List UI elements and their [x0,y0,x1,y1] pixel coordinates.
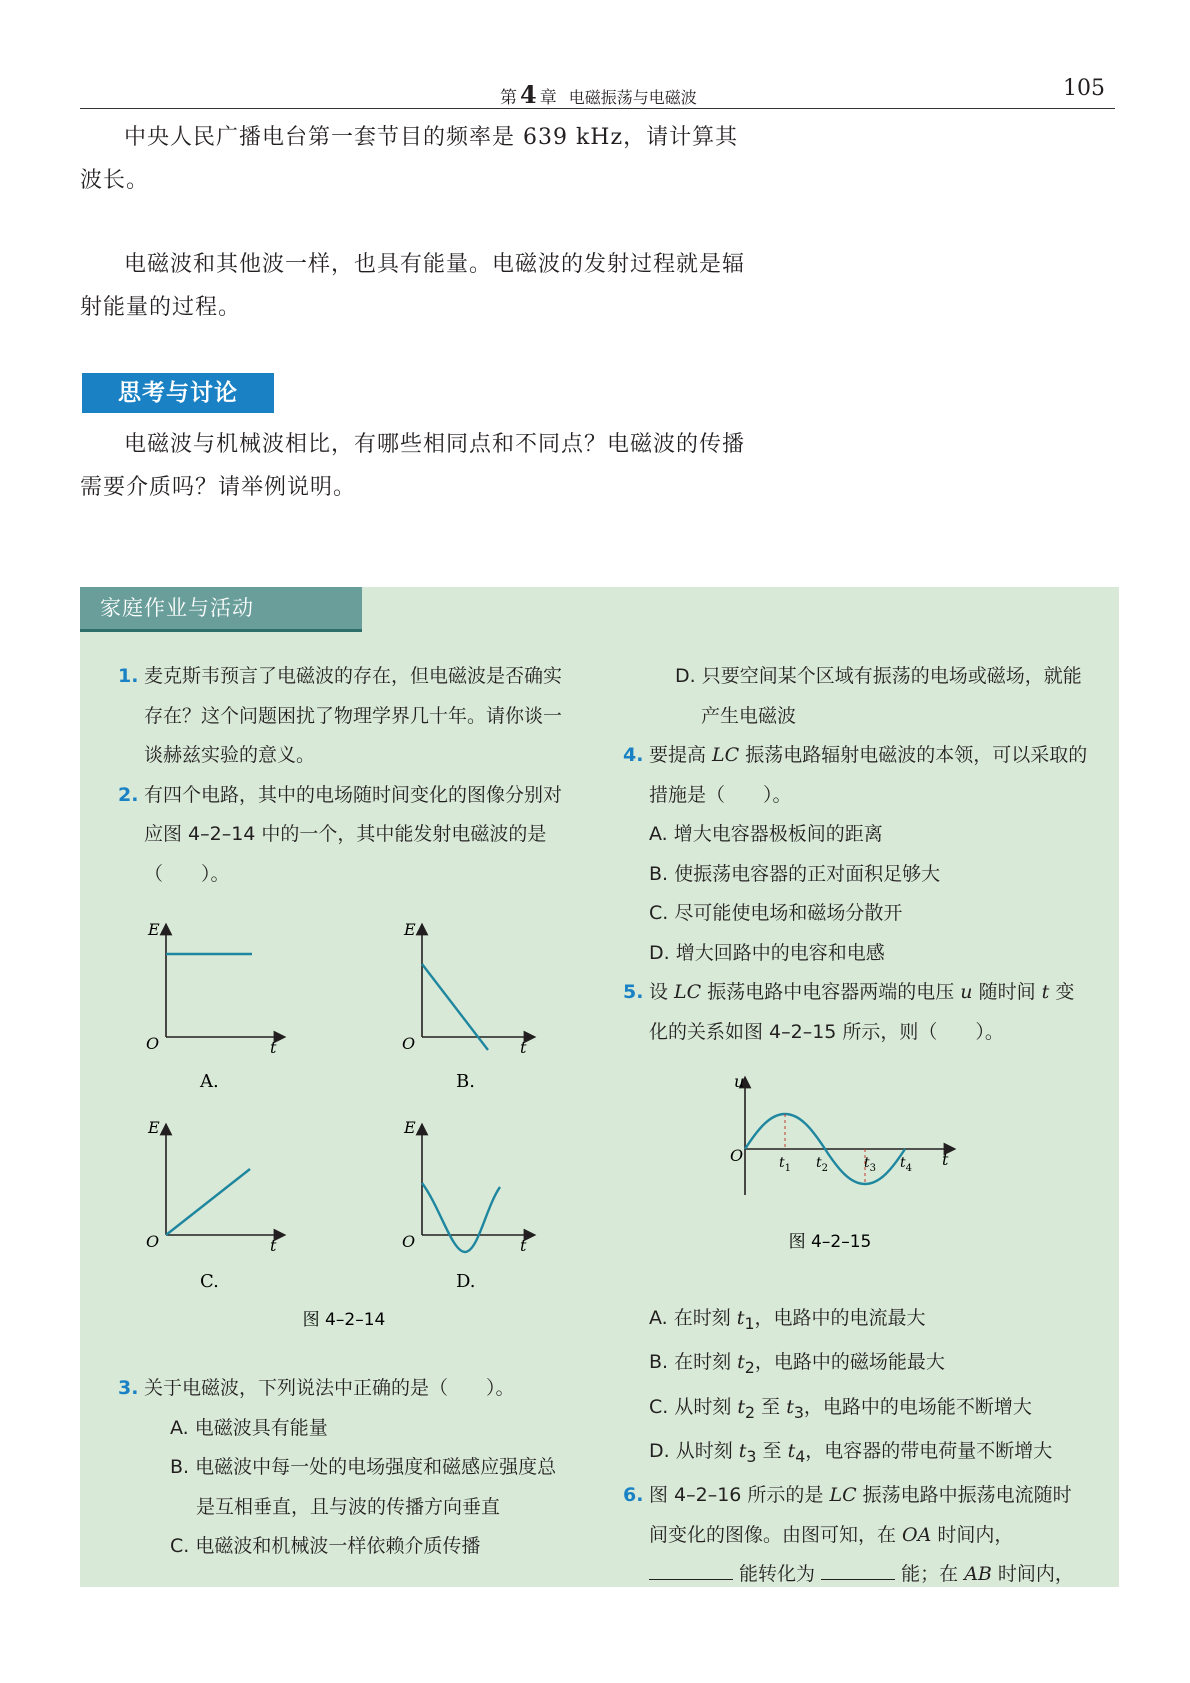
q6-lc: LC [829,1484,857,1507]
question-4-option-b: B. 使振荡电容器的正对面积足够大 [649,862,941,885]
graph-c-origin: O [146,1232,160,1251]
question-4-text-b: 振荡电路辐射电磁波的本领，可以采取的措施是（ ）。 [649,744,1088,806]
question-5-number: 5. [623,981,644,1003]
q6-text-1: 图 4–2–16 所示的是 [649,1484,830,1507]
graph-d [402,1118,530,1292]
q5c-t2: t [786,1395,794,1418]
question-4-lc: LC [712,744,740,766]
graph-a-axis-x: t [270,1038,277,1057]
question-5-text-3: 随时间 [972,981,1042,1003]
q5c-sub1: 2 [745,1402,756,1422]
q6-text-2: 振荡电路中振荡电流随时间变化的图像。由图可知，在 [649,1484,1072,1546]
right-column [623,657,1088,1052]
q5c-sub2: 3 [793,1402,804,1422]
question-5-option-d [623,1432,1088,1476]
chapter-heading [500,80,697,109]
figure-4-2-15 [720,1067,1050,1257]
tick-t1: $t_1$ [779,1155,792,1174]
chapter-title: 电磁振荡与电磁波 [568,88,697,107]
q6-text-3: 时间内， [931,1523,1014,1546]
q5b-sub: 2 [744,1358,755,1378]
intro-paragraph-1: 中央人民广播电台第一套节目的频率是 639 kHz，请计算其波长。 [80,125,739,193]
question-5-text-1: 设 [649,981,675,1003]
page-number: 105 [1063,76,1105,101]
graph-a [146,920,280,1092]
figure-4-2-15-caption: 图 4–2–15 [788,1232,872,1252]
question-1-number: 1. [118,665,139,687]
q6-ab: AB [964,1563,992,1586]
question-4 [623,736,1088,815]
question-5-option-c [623,1388,1088,1432]
intro-paragraph-2: 电磁波和其他波一样，也具有能量。电磁波的发射过程就是辐射能量的过程。 [80,252,746,320]
q6-blank-2[interactable] [821,1559,895,1580]
question-3-option-a: A. 电磁波具有能量 [170,1416,328,1439]
graph-a-axis-y: E [148,920,160,939]
question-5-option-b [623,1343,1088,1387]
graph-b-axis-y: E [404,920,416,939]
question-4-option-a: A. 增大电容器极板间的距离 [649,823,883,845]
q6-blank-1[interactable] [649,1559,733,1580]
q5d-text-b: ，电容器的带电荷量不断增大 [805,1439,1053,1462]
question-5-option-a [623,1299,1088,1343]
left-column [118,657,570,894]
graph-c-label: C. [200,1271,219,1292]
q5c-text-b: ，电路中的电场能不断增大 [803,1395,1032,1418]
homework-box [80,587,1119,1587]
figure-4-2-14-caption: 图 4–2–14 [302,1310,386,1327]
question-4-option-c: C. 尽可能使电场和磁场分散开 [649,902,903,924]
chapter-prefix: 第 [500,88,517,108]
q5a-text-b: ，电路中的电流最大 [754,1307,926,1329]
q5c-mid: 至 [755,1395,787,1418]
q5d-t2: t [787,1439,796,1462]
figure-4-2-15-axis-x: t [942,1150,949,1169]
question-5-lc: LC [674,981,702,1003]
question-5-text-2: 振荡电路中电容器两端的电压 [701,981,961,1003]
question-2-number: 2. [118,783,139,806]
q5b-text-b: ，电路中的磁场能最大 [754,1351,945,1374]
question-5-options [623,1299,1088,1595]
q6-text-5: 能；在 [895,1563,965,1586]
graph-d-label: D. [456,1271,476,1292]
think-discuss-title: 思考与讨论 [82,373,274,413]
graph-d-axis-y: E [404,1118,416,1137]
question-6-number: 6. [623,1484,644,1507]
q6-text-6: 时间内， [991,1563,1074,1586]
question-4-option-d: D. 增大回路中的电容和电感 [649,941,885,964]
chapter-suffix: 章 [539,88,557,108]
question-3-option-c: C. 电磁波和机械波一样依赖介质传播 [170,1535,481,1557]
think-discuss-text: 电磁波与机械波相比，有哪些相同点和不同点？电磁波的传播需要介质吗？请举例说明。 [80,432,746,500]
question-1 [118,657,570,776]
question-1-text: 麦克斯韦预言了电磁波的存在，但电磁波是否确实存在？这个问题困扰了物理学界几十年。请你谈一谈赫兹实验的意义。 [144,665,563,766]
q5d-t1: t [738,1439,747,1462]
graph-c [146,1118,280,1292]
q6-oa: OA [902,1523,932,1546]
question-5-text-4: 变化的关系如图 4–2–15 所示，则（ ）。 [649,981,1075,1043]
graph-d-curve [422,1183,500,1252]
graph-d-origin: O [402,1232,416,1251]
graph-a-origin: O [146,1034,160,1053]
graph-c-axis-x: t [270,1236,277,1255]
question-3-block [118,1369,570,1567]
figure-4-2-15-axis-y: u [734,1072,745,1091]
question-5-u: u [960,981,973,1003]
q5c-text-a: C. 从时刻 [649,1395,738,1418]
question-2-text: 有四个电路，其中的电场随时间变化的图像分别对应图 4–2–14 中的一个，其中能发射电磁波的是（ ）。 [144,783,563,885]
q5d-sub2: 4 [795,1446,806,1466]
figure-4-2-14 [120,907,570,1327]
tick-t4: $t_4$ [900,1155,913,1174]
question-6 [623,1476,1088,1595]
q5d-mid: 至 [756,1439,788,1462]
question-4-text-a: 要提高 [649,744,713,766]
graph-c-axis-y: E [148,1118,160,1137]
question-3-text: 关于电磁波，下列说法中正确的是（ ）。 [144,1377,515,1399]
graph-c-curve [166,1169,250,1235]
figure-4-2-15-origin: O [730,1146,744,1165]
q5a-t: t [736,1307,745,1329]
question-2 [118,776,570,895]
graph-b [402,920,530,1092]
graph-b-label: B. [456,1071,475,1092]
q5b-t: t [737,1351,745,1374]
question-3-number: 3. [118,1377,139,1399]
question-3-option-d: D. 只要空间某个区域有振荡的电场或磁场，就能产生电磁波 [675,665,1082,727]
question-3 [118,1369,570,1409]
graph-b-axis-x: t [520,1038,527,1057]
q5a-sub: 1 [744,1313,755,1333]
graph-b-origin: O [402,1034,416,1053]
q5a-text-a: A. 在时刻 [649,1307,737,1329]
chapter-number: 4 [520,80,537,109]
question-3-option-b: B. 电磁波中每一处的电场强度和磁感应强度总是互相垂直，且与波的传播方向垂直 [170,1456,557,1518]
q6-text-4: 能转化为 [733,1563,822,1586]
homework-title: 家庭作业与活动 [80,587,362,632]
q5d-sub1: 3 [746,1446,757,1466]
graph-a-label: A. [200,1071,219,1092]
tick-t3: $t_3$ [864,1155,877,1174]
page-header [80,70,1115,109]
question-4-number: 4. [623,744,644,766]
tick-t2: $t_2$ [816,1155,829,1174]
question-5 [623,973,1088,1052]
q5c-t1: t [737,1395,746,1418]
q5b-text-a: B. 在时刻 [649,1351,738,1374]
q5d-text-a: D. 从时刻 [649,1439,739,1462]
question-5-t: t [1041,981,1050,1003]
graph-d-axis-x: t [520,1236,527,1255]
